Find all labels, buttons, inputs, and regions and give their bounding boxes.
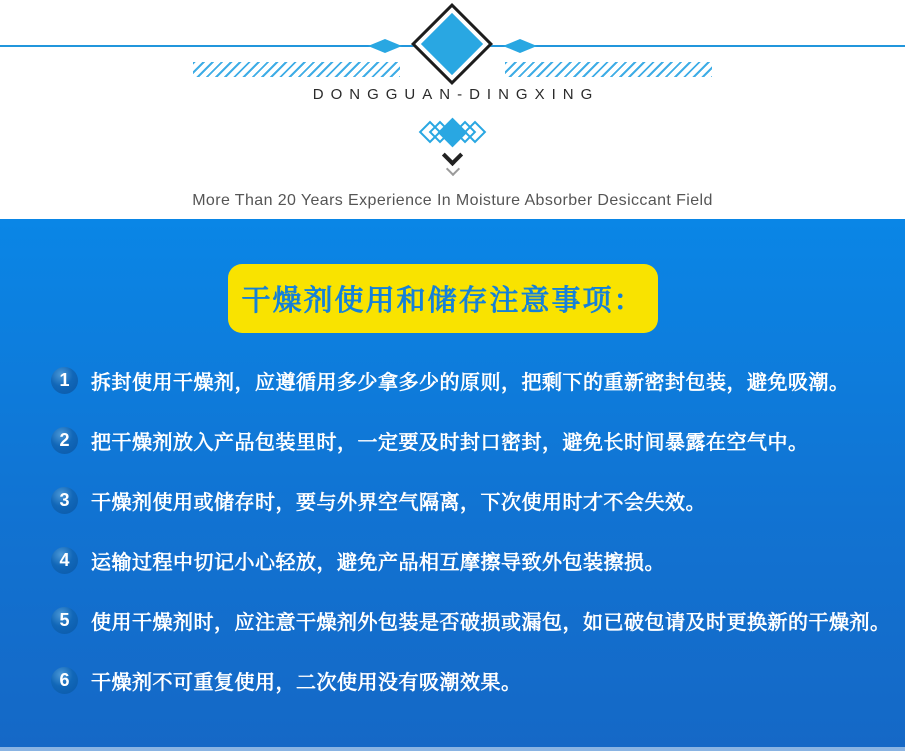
item-number: 3: [59, 489, 70, 510]
item-number: 1: [59, 369, 70, 390]
list-item: [51, 530, 889, 590]
notice-title: 干燥剂使用和储存注意事项：: [241, 285, 645, 317]
list-item: [51, 650, 889, 710]
notice-panel: [0, 219, 905, 751]
list-item: [51, 410, 889, 470]
item-number: 6: [59, 669, 70, 690]
item-number-badge: [51, 367, 78, 394]
diagonal-stripes-decoration: [193, 62, 400, 77]
item-text: 干燥剂不可重复使用，二次使用没有吸潮效果。: [91, 671, 522, 694]
item-number-badge: [51, 607, 78, 634]
item-number-badge: [51, 487, 78, 514]
small-diamond-icon: [503, 39, 537, 53]
chevron-down-icon: [445, 162, 459, 176]
list-item: [51, 590, 889, 650]
item-number: 5: [59, 609, 70, 630]
brand-name: DONGGUAN-DINGXING: [312, 86, 600, 103]
small-diamond-icon: [368, 39, 402, 53]
list-item: [51, 470, 889, 530]
list-item: [51, 350, 889, 410]
item-text: 干燥剂使用或储存时，要与外界空气隔离，下次使用时才不会失效。: [91, 491, 706, 514]
diamond-row-decoration: [0, 116, 905, 148]
notice-list: [51, 350, 889, 710]
bottom-edge-strip: [0, 747, 905, 751]
item-number: 4: [59, 549, 70, 570]
item-text: 拆封使用干燥剂，应遵循用多少拿多少的原则，把剩下的重新密封包装，避免吸潮。: [91, 371, 850, 394]
item-number-badge: [51, 547, 78, 574]
item-number-badge: [51, 427, 78, 454]
item-number: 2: [59, 429, 70, 450]
diagonal-stripes-decoration: [505, 62, 712, 77]
item-number-badge: [51, 667, 78, 694]
notice-title-box: [228, 264, 658, 333]
chevron-wrap: [0, 164, 905, 174]
item-text: 使用干燥剂时，应注意干燥剂外包装是否破损或漏包，如已破包请及时更换新的干燥剂。: [91, 611, 891, 634]
item-text: 把干燥剂放入产品包装里时，一定要及时封口密封，避免长时间暴露在空气中。: [91, 431, 809, 454]
item-text: 运输过程中切记小心轻放，避免产品相互摩擦导致外包装擦损。: [91, 551, 665, 574]
diamond-logo-icon: [411, 3, 493, 85]
experience-tagline: More Than 20 Years Experience In Moisture Absorber Desiccant Field: [192, 192, 713, 209]
diamond-logo-fill: [421, 13, 483, 75]
brand-header: [0, 0, 905, 219]
